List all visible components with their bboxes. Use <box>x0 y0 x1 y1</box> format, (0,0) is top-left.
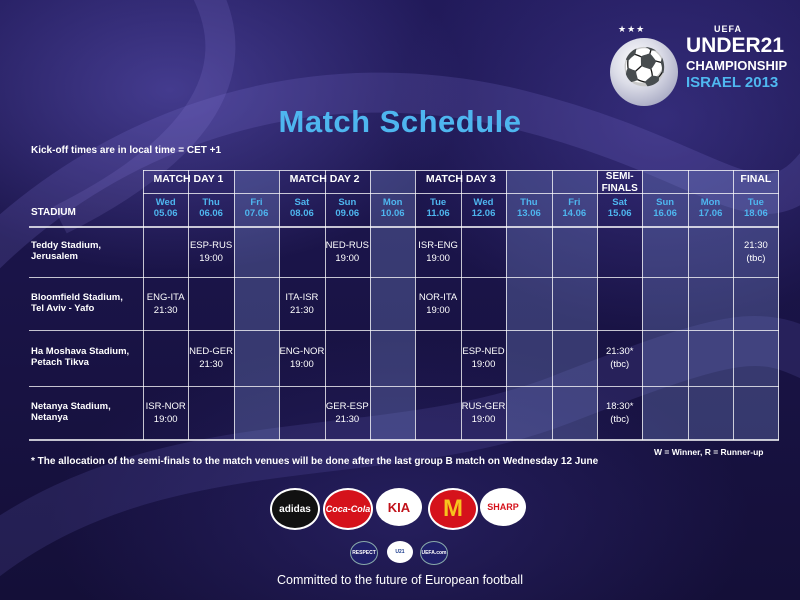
row-divider <box>29 226 779 228</box>
row-divider <box>29 386 779 387</box>
logo-championship: CHAMPIONSHIP <box>686 58 788 73</box>
match-cell: ESP-NED 19:00 <box>462 346 505 370</box>
tournament-logo <box>604 14 794 104</box>
matchday-header: SEMI- FINALS <box>601 171 638 194</box>
row-divider <box>143 170 779 171</box>
stadium-name: Teddy Stadium, Jerusalem <box>31 239 102 262</box>
matchday-header: MATCH DAY 2 <box>289 173 360 185</box>
legend: W = Winner, R = Runner-up <box>654 447 764 457</box>
match-cell: NOR-ITA 19:00 <box>418 291 458 316</box>
day-header: Wed 12.06 <box>471 197 496 219</box>
match-cell: NED-RUS 19:00 <box>325 239 369 264</box>
match-cell: 21:30 (tbc) <box>743 239 768 264</box>
match-cell: RUS-GER 19:00 <box>461 401 506 425</box>
sponsor-coca-cola[interactable]: Coca-Cola <box>323 488 373 530</box>
footnote: * The allocation of the semi-finals to the match venues will be done after the last group B match on Wednesday 12 June <box>31 456 599 467</box>
logo-israel-2013: ISRAEL 2013 <box>686 74 779 91</box>
badge-respect[interactable]: RESPECT <box>350 541 378 565</box>
schedule-table <box>29 170 779 440</box>
day-header: Fri 14.06 <box>562 197 587 219</box>
page-title: Match Schedule <box>278 104 522 139</box>
row-divider <box>29 439 779 441</box>
logo-under21: UNDER21 <box>686 34 785 57</box>
day-header: Mon 17.06 <box>698 197 723 219</box>
stadium-name: Netanya Stadium, Netanya <box>31 401 111 423</box>
badge-uefa-com[interactable]: UEFA.com <box>420 541 448 565</box>
match-cell: ENG-ITA 21:30 <box>146 291 185 316</box>
match-cell: ENG-NOR 19:00 <box>279 346 325 370</box>
sponsor-kia[interactable]: KIA <box>376 488 422 526</box>
match-cell: NED-GER 21:30 <box>189 346 233 370</box>
sponsor-mcdonalds[interactable]: M <box>428 488 478 530</box>
sponsor-sharp[interactable]: SHARP <box>480 488 526 526</box>
sponsor-adidas[interactable]: adidas <box>270 488 320 530</box>
match-cell: 18:30* (tbc) <box>605 401 634 425</box>
match-cell: 21:30* (tbc) <box>605 346 634 370</box>
match-cell: ISR-ENG 19:00 <box>418 239 458 264</box>
matchday-header: FINAL <box>740 173 772 185</box>
logo-stars: ★★★ <box>618 24 646 34</box>
matchday-header: MATCH DAY 3 <box>425 173 496 185</box>
stadium-name: Bloomfield Stadium, Tel Aviv - Yafo <box>31 291 123 314</box>
day-header: Thu 06.06 <box>199 197 223 219</box>
match-cell: ITA-ISR 21:30 <box>285 291 319 316</box>
row-divider <box>29 330 779 331</box>
day-header: Sat 08.06 <box>289 197 314 219</box>
day-header: Sun 16.06 <box>653 197 677 219</box>
badge-u21-euro[interactable]: U21 <box>387 541 413 563</box>
day-header: Tue 18.06 <box>743 197 768 219</box>
stadium-name: Ha Moshava Stadium, Petach Tikva <box>31 346 130 368</box>
row-divider <box>143 193 779 194</box>
football-player-icon: ⚽ <box>622 46 667 87</box>
logo-uefa: UEFA <box>714 24 743 34</box>
match-cell: ISR-NOR 19:00 <box>145 401 186 425</box>
day-header: Thu 13.06 <box>516 197 541 219</box>
day-header: Wed 05.06 <box>153 197 178 219</box>
day-header: Sat 15.06 <box>607 197 632 219</box>
tagline: Committed to the future of European football <box>277 573 523 587</box>
day-header: Sun 09.06 <box>335 197 360 219</box>
kickoff-note: Kick-off times are in local time = CET +1 <box>31 145 222 156</box>
day-header: Fri 07.06 <box>244 197 269 219</box>
day-header: Tue 11.06 <box>426 197 450 219</box>
day-header: Mon 10.06 <box>380 197 405 219</box>
row-divider <box>29 277 779 278</box>
match-cell: GER-ESP 21:30 <box>325 401 369 425</box>
matchday-header: MATCH DAY 1 <box>153 173 224 185</box>
match-cell: ESP-RUS 19:00 <box>189 239 233 264</box>
stadium-header: STADIUM <box>31 207 76 218</box>
